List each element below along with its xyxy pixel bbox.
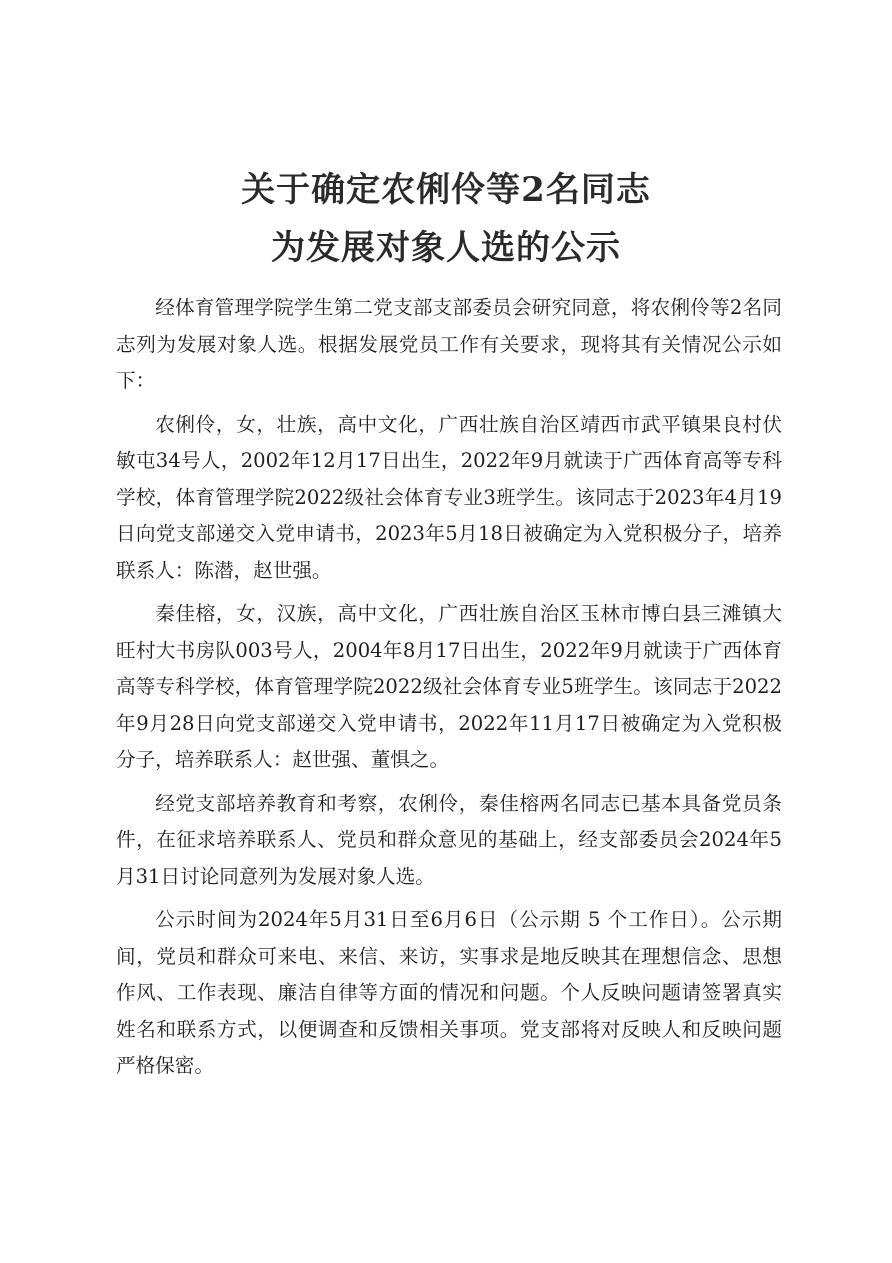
paragraph-candidate-2: 秦佳榕，女，汉族，高中文化，广西壮族自治区玉林市博白县三滩镇大旺村大书房队003号人，2004年8月17日出生，2022年9月就读于广西体育高等专科学校，体育管理学院2022级社会体育专业5班学生。该同志于2022年9月28日向党支部递交入党申请书，2022年11月17日被确定为入党积极分子，培养联系人：赵世强、董惧之。 <box>116 602 782 771</box>
document-title-line-2: 为发展对象人选的公示 <box>271 228 621 268</box>
paragraph-intro: 经体育管理学院学生第二党支部支部委员会研究同意，将农俐伶等2名同志列为发展对象人选。根据发展党员工作有关要求，现将其有关情况公示如下： <box>116 296 782 392</box>
document-title-line-1: 关于确定农俐伶等2名同志 <box>241 170 651 210</box>
paragraph-candidate-1: 农俐伶，女，壮族，高中文化，广西壮族自治区靖西市武平镇果良村伏敏屯34号人，2002年12月17日出生，2022年9月就读于广西体育高等专科学校，体育管理学院2022级社会体育专业3班学生。该同志于2023年4月19日向党支部递交入党申请书，2023年5月18日被确定为入党积极分子，培养联系人：陈潜，赵世强。 <box>116 412 782 582</box>
paragraph-publicity-period: 公示时间为2024年5月31日至6月6日（公示期 5 个工作日）。公示期间，党员和群众可来电、来信、来访，实事求是地反映其在理想信念、思想作风、工作表现、廉洁自律等方面的情况和问题。个人反映问题请签署真实姓名和联系方式，以便调查和反馈相关事项。党支部将对反映人和反映问题严格保密。 <box>116 908 782 1077</box>
document-body <box>116 290 782 1092</box>
paragraph-assessment: 经党支部培养教育和考察，农俐伶，秦佳榕两名同志已基本具备党员条件，在征求培养联系人、党员和群众意见的基础上，经支部委员会2024年5月31日讨论同意列为发展对象人选。 <box>116 791 782 888</box>
